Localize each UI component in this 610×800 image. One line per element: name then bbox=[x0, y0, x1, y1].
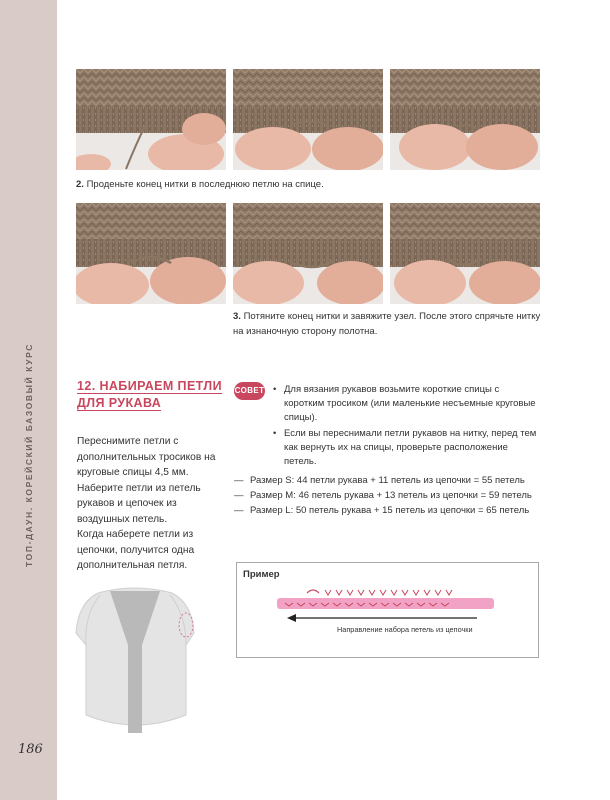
section-paragraph: Наберите петли из петель рукавов и цепочек из воздушных петель. bbox=[77, 482, 201, 525]
running-title: ТОП-ДАУН. КОРЕЙСКИЙ БАЗОВЫЙ КУРС bbox=[24, 343, 34, 567]
tip-list bbox=[270, 383, 540, 471]
step2-photo-2 bbox=[233, 69, 383, 170]
size-item: — Размер M: 46 петель рукава + 13 петель из цепочки = 59 петель bbox=[234, 489, 540, 503]
step-3-caption: 3. Потяните конец нитки и завяжите узел. После этого спрячьте нитку на изнаночную сторону полотна. bbox=[233, 311, 541, 337]
step3-photo-3 bbox=[390, 203, 540, 304]
example-caption: Направление набора петель из цепочки bbox=[337, 625, 473, 634]
page-number: 186 bbox=[18, 742, 43, 757]
step-2-caption: 2. Проденьте конец нитки в последнюю петлю на спице. bbox=[76, 179, 324, 190]
section-paragraph: Переснимите петли с дополнительных тросиков на круговые спицы 4,5 мм. bbox=[77, 436, 216, 478]
size-item: — Размер L: 50 петель рукава + 15 петель из цепочки = 65 петель bbox=[234, 504, 540, 518]
size-item: — Размер S: 44 петли рукава + 11 петель из цепочки = 55 петель bbox=[234, 474, 540, 488]
step3-photo-2 bbox=[233, 203, 383, 304]
example-box bbox=[236, 562, 539, 658]
tip-item: • Для вязания рукавов возьмите короткие спицы с коротким тросиком (или маленькие несъемные круговые спицы). bbox=[270, 383, 540, 425]
section-paragraph: Когда наберете петли из цепочки, получится одна дополнительная петля. bbox=[77, 529, 195, 571]
step3-photo-1 bbox=[76, 203, 226, 304]
sweater-illustration bbox=[70, 585, 200, 733]
section-body bbox=[77, 434, 227, 574]
chain-diagram bbox=[237, 563, 538, 657]
tip-item: • Если вы переснимали петли рукавов на нитку, перед тем как вернуть их на спицы, проверьте расположение петель. bbox=[270, 427, 540, 469]
size-list bbox=[234, 474, 540, 519]
step2-photo-3 bbox=[390, 69, 540, 170]
tip-badge: СОВЕТ bbox=[234, 382, 265, 400]
example-title: Пример bbox=[243, 569, 280, 580]
section-heading: 12. НАБИРАЕМ ПЕТЛИ ДЛЯ РУКАВА bbox=[77, 379, 222, 410]
step2-photo-1 bbox=[76, 69, 226, 170]
